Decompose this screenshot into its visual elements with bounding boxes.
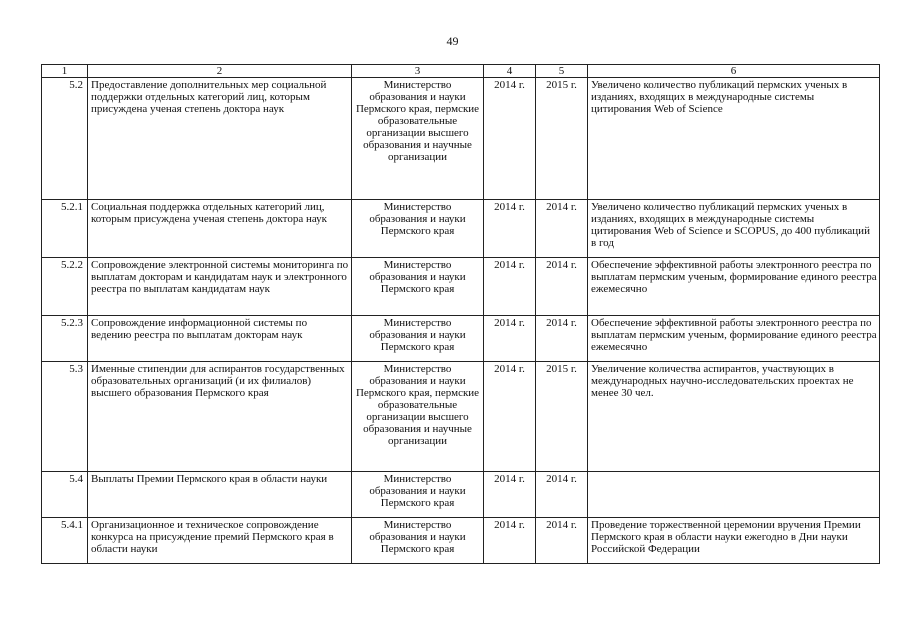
column-header: 6 xyxy=(588,65,880,78)
end-year-cell: 2015 г. xyxy=(536,362,588,472)
column-header: 4 xyxy=(484,65,536,78)
activity-cell: Сопровождение информационной системы по ведению реестра по выплатам докторам наук xyxy=(88,316,352,362)
column-header: 3 xyxy=(352,65,484,78)
page-number: 49 xyxy=(446,34,459,48)
item-number: 5.2.2 xyxy=(42,258,88,316)
executor-cell: Министерство образования и науки Пермского края xyxy=(352,518,484,564)
item-number: 5.4 xyxy=(42,472,88,518)
table-row xyxy=(42,362,880,472)
executor-cell: Министерство образования и науки Пермского края, пермские образовательные организации высшего образования и научные организации xyxy=(352,78,484,200)
start-year-cell: 2014 г. xyxy=(484,258,536,316)
column-number-row xyxy=(42,65,880,78)
item-number: 5.2.3 xyxy=(42,316,88,362)
column-header: 1 xyxy=(42,65,88,78)
table-row xyxy=(42,258,880,316)
item-number: 5.3 xyxy=(42,362,88,472)
start-year-cell: 2014 г. xyxy=(484,518,536,564)
start-year-cell: 2014 г. xyxy=(484,78,536,200)
action-plan-table xyxy=(41,64,880,564)
result-cell: Обеспечение эффективной работы электронного реестра по выплатам пермским ученым, формирование единого реестра ежемесячно xyxy=(588,316,880,362)
result-cell: Обеспечение эффективной работы электронного реестра по выплатам пермским ученым, формирование единого реестра ежемесячно xyxy=(588,258,880,316)
end-year-cell: 2015 г. xyxy=(536,78,588,200)
table-row xyxy=(42,472,880,518)
start-year-cell: 2014 г. xyxy=(484,472,536,518)
executor-cell: Министерство образования и науки Пермского края, пермские образовательные организации высшего образования и научные организации xyxy=(352,362,484,472)
end-year-cell: 2014 г. xyxy=(536,316,588,362)
column-header: 2 xyxy=(88,65,352,78)
executor-cell: Министерство образования и науки Пермского края xyxy=(352,258,484,316)
activity-cell: Именные стипендии для аспирантов государственных образовательных организаций (и их филиалов) высшего образования Пермского края xyxy=(88,362,352,472)
result-cell: Увеличено количество публикаций пермских ученых в изданиях, входящих в международные системы цитирования Web of Science xyxy=(588,78,880,200)
start-year-cell: 2014 г. xyxy=(484,200,536,258)
result-cell: Проведение торжественной церемонии вручения Премии Пермского края в области науки ежегодно в Дни науки Российской Федерации xyxy=(588,518,880,564)
activity-cell: Социальная поддержка отдельных категорий лиц, которым присуждена ученая степень доктора наук xyxy=(88,200,352,258)
end-year-cell: 2014 г. xyxy=(536,200,588,258)
item-number: 5.4.1 xyxy=(42,518,88,564)
column-header: 5 xyxy=(536,65,588,78)
table-body xyxy=(42,65,880,564)
activity-cell: Предоставление дополнительных мер социальной поддержки отдельных категорий лиц, которым присуждена ученая степень доктора наук xyxy=(88,78,352,200)
table-row xyxy=(42,316,880,362)
activity-cell: Организационное и техническое сопровождение конкурса на присуждение премий Пермского края в области науки xyxy=(88,518,352,564)
end-year-cell: 2014 г. xyxy=(536,472,588,518)
item-number: 5.2 xyxy=(42,78,88,200)
activity-cell: Сопровождение электронной системы мониторинга по выплатам докторам и кандидатам наук и электронного реестра по выплатам кандидатам наук xyxy=(88,258,352,316)
executor-cell: Министерство образования и науки Пермского края xyxy=(352,316,484,362)
executor-cell: Министерство образования и науки Пермского края xyxy=(352,200,484,258)
activity-cell: Выплаты Премии Пермского края в области науки xyxy=(88,472,352,518)
table-row xyxy=(42,200,880,258)
end-year-cell: 2014 г. xyxy=(536,518,588,564)
start-year-cell: 2014 г. xyxy=(484,362,536,472)
result-cell: Увеличено количество публикаций пермских ученых в изданиях, входящих в международные системы цитирования Web of Science и SCOPUS, до 400 публикаций в год xyxy=(588,200,880,258)
result-cell xyxy=(588,472,880,518)
end-year-cell: 2014 г. xyxy=(536,258,588,316)
executor-cell: Министерство образования и науки Пермского края xyxy=(352,472,484,518)
table-row xyxy=(42,518,880,564)
table-row xyxy=(42,78,880,200)
item-number: 5.2.1 xyxy=(42,200,88,258)
result-cell: Увеличение количества аспирантов, участвующих в международных научно-исследовательских проектах не менее 30 чел. xyxy=(588,362,880,472)
start-year-cell: 2014 г. xyxy=(484,316,536,362)
